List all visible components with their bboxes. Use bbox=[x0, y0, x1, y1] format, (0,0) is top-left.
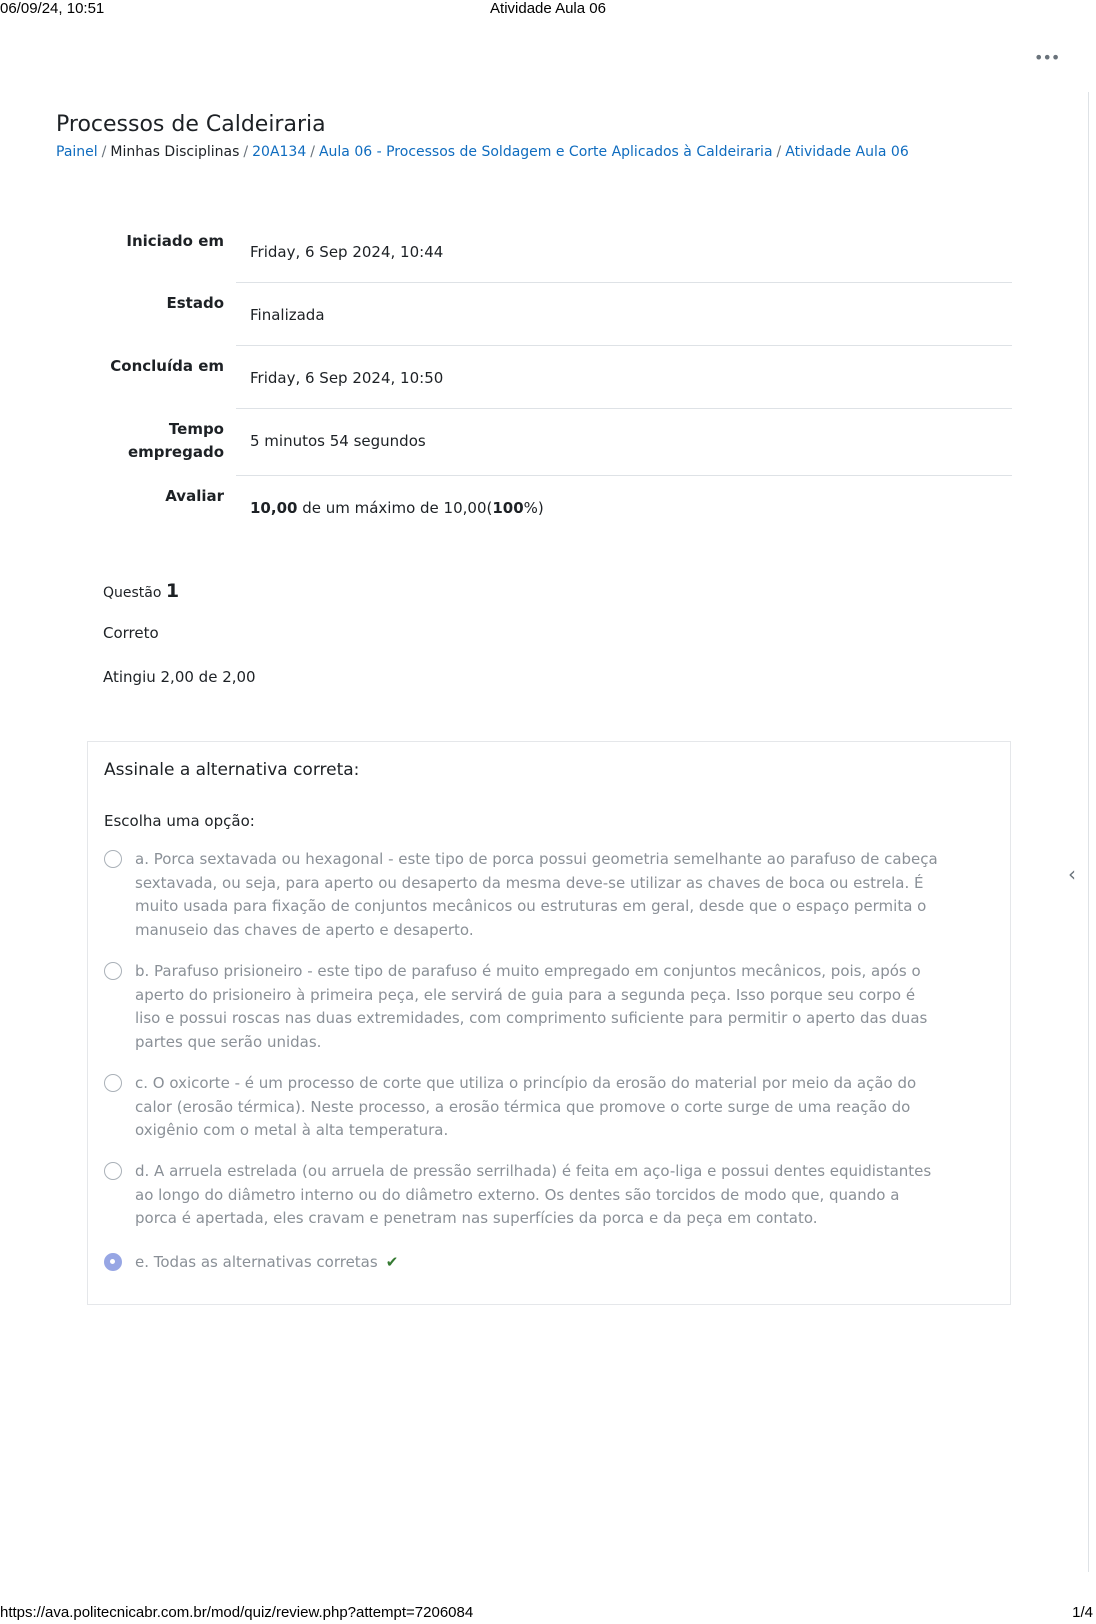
radio-button[interactable] bbox=[104, 1074, 122, 1092]
page-title: Processos de Caldeiraria bbox=[56, 112, 326, 137]
question-state: Correto bbox=[103, 624, 159, 642]
started-value: Friday, 6 Sep 2024, 10:44 bbox=[236, 220, 1012, 282]
print-footer bbox=[0, 1604, 1096, 1624]
breadcrumb-item-minhas-disciplinas: Minhas Disciplinas bbox=[110, 144, 240, 160]
completed-value: Friday, 6 Sep 2024, 10:50 bbox=[236, 345, 1012, 408]
time-label bbox=[100, 408, 236, 475]
summary-row-time bbox=[100, 408, 1012, 475]
summary-row-state bbox=[100, 282, 1012, 345]
answer-option-d[interactable] bbox=[104, 1160, 944, 1231]
print-page-number: 1/4 bbox=[1072, 1604, 1093, 1621]
more-options-icon[interactable]: ••• bbox=[1034, 48, 1060, 67]
breadcrumb-item-lesson[interactable]: Aula 06 - Processos de Soldagem e Corte Aplicados à Caldeiraria bbox=[318, 144, 773, 160]
answer-text: e. Todas as alternativas corretas bbox=[135, 1253, 378, 1271]
question-number bbox=[103, 580, 179, 602]
breadcrumb-separator: / bbox=[776, 144, 782, 160]
grade-percent: 100 bbox=[492, 498, 524, 517]
summary-row-completed bbox=[100, 345, 1012, 408]
attempt-summary-table bbox=[100, 220, 1012, 531]
breadcrumb-item-course[interactable]: 20A134 bbox=[252, 144, 307, 160]
answer-option-c[interactable] bbox=[104, 1072, 944, 1143]
answer-label bbox=[135, 1251, 944, 1275]
radio-button[interactable] bbox=[104, 1162, 122, 1180]
started-label: Iniciado em bbox=[126, 232, 224, 250]
check-icon: ✔ bbox=[385, 1253, 399, 1271]
summary-row-grade bbox=[100, 475, 1012, 531]
grade-value bbox=[236, 475, 1012, 531]
state-label: Estado bbox=[166, 294, 224, 312]
radio-button[interactable] bbox=[104, 850, 122, 868]
print-header bbox=[0, 0, 1096, 20]
answer-label: d. A arruela estrelada (ou arruela de pressão serrilhada) é feita em aço-liga e possui dentes equidistantes ao longo do diâmetro interno ou do diâmetro externo. Os dentes são torcidos de modo que, quando a porca é apertada, eles cravam e penetram nas superfícies da porca e da peça em contato. bbox=[135, 1162, 932, 1227]
chevron-left-icon[interactable]: ‹ bbox=[1068, 862, 1076, 886]
print-doc-title: Atividade Aula 06 bbox=[490, 0, 606, 17]
breadcrumb bbox=[56, 144, 909, 160]
radio-button[interactable] bbox=[104, 962, 122, 980]
answer-label: a. Porca sextavada ou hexagonal - este tipo de porca possui geometria semelhante ao parafuso de cabeça sextavada, ou seja, para aperto ou desaperto da mesma deve-se utilizar as chaves de boca ou estrela. É muito usada para fixação de conjuntos mecânicos ou estruturas em geral, desde que o espaço permita o manuseio das chaves de aperto e desaperto. bbox=[135, 850, 938, 939]
answer-option-b[interactable] bbox=[104, 960, 944, 1054]
grade-mid: de um máximo de 10,00( bbox=[297, 498, 493, 517]
state-value: Finalizada bbox=[236, 282, 1012, 345]
time-value: 5 minutos 54 segundos bbox=[236, 408, 1012, 475]
drawer-border bbox=[1088, 92, 1089, 1572]
answer-label: c. O oxicorte - é um processo de corte que utiliza o princípio da erosão do material por meio da ação do calor (erosão térmica). Neste processo, a erosão térmica que promove o corte surge de uma reação do oxigênio com o metal à alta temperatura. bbox=[135, 1074, 917, 1139]
answer-label: b. Parafuso prisioneiro - este tipo de parafuso é muito empregado em conjuntos mecânicos, pois, após o aperto do prisioneiro à primeira peça, ele servirá de guia para a segunda peça. Isso porque seu corpo é liso e possui roscas nas duas extremidades, com comprimento suficiente para permitir o aperto das duas partes que serão unidas. bbox=[135, 962, 928, 1051]
question-grade: Atingiu 2,00 de 2,00 bbox=[103, 668, 256, 686]
print-url: https://ava.politecnicabr.com.br/mod/quiz/review.php?attempt=7206084 bbox=[0, 1604, 474, 1621]
grade-label: Avaliar bbox=[165, 487, 224, 505]
answer-option-e[interactable] bbox=[104, 1251, 944, 1275]
question-number-label: Questão bbox=[103, 585, 162, 601]
print-datetime: 06/09/24, 10:51 bbox=[0, 0, 105, 17]
summary-row-started bbox=[100, 220, 1012, 282]
question-number-value: 1 bbox=[165, 580, 180, 602]
time-label-line-2: empregado bbox=[127, 443, 224, 461]
grade-end: %) bbox=[523, 498, 544, 517]
time-label-line-1: Tempo bbox=[168, 420, 224, 438]
question-content bbox=[87, 741, 1011, 1305]
radio-button-selected[interactable] bbox=[104, 1253, 122, 1271]
question-text: Assinale a alternativa correta: bbox=[104, 760, 360, 780]
breadcrumb-separator: / bbox=[310, 144, 315, 160]
breadcrumb-item-painel[interactable]: Painel bbox=[56, 144, 98, 160]
breadcrumb-separator: / bbox=[243, 144, 249, 160]
grade-score: 10,00 bbox=[250, 498, 298, 517]
completed-label: Concluída em bbox=[110, 357, 224, 375]
question-prompt: Escolha uma opção: bbox=[104, 812, 255, 830]
breadcrumb-item-activity[interactable]: Atividade Aula 06 bbox=[785, 144, 909, 160]
answer-option-a[interactable] bbox=[104, 848, 944, 942]
breadcrumb-separator: / bbox=[101, 144, 107, 160]
